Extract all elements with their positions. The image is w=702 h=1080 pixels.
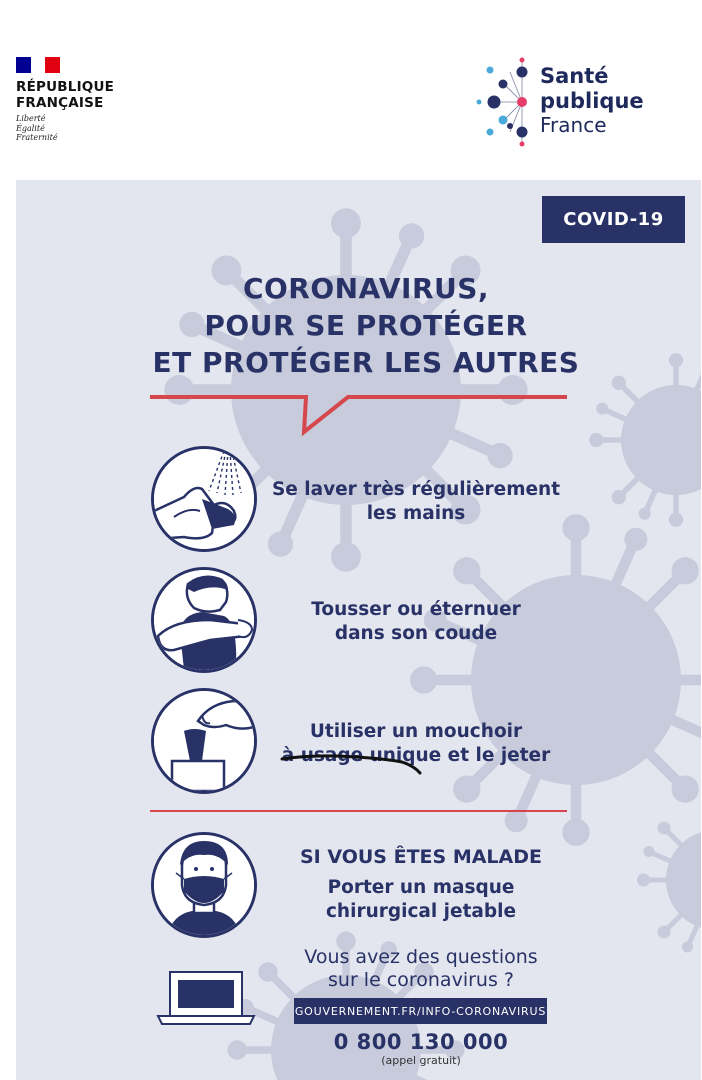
republique-line2: FRANÇAISE xyxy=(16,95,104,111)
covid-badge: COVID-19 xyxy=(542,196,685,243)
sante-line1: Santé xyxy=(540,64,609,88)
title-line2: POUR SE PROTÉGER xyxy=(204,309,528,342)
page-header xyxy=(0,0,702,180)
phone-note: (appel gratuit) xyxy=(381,1054,461,1067)
elbow-sneeze-icon xyxy=(151,567,257,673)
questions-text xyxy=(266,946,576,992)
sante-line3: France xyxy=(540,113,607,137)
hand-washing-icon xyxy=(151,446,257,552)
gesture-wash-line2: les mains xyxy=(366,503,466,524)
malade-text xyxy=(276,876,566,924)
motto-liberte: Liberté xyxy=(16,114,46,123)
sante-line2: publique xyxy=(540,89,644,113)
gesture-elbow-text xyxy=(261,598,571,646)
republique-line1: RÉPUBLIQUE xyxy=(16,79,115,95)
title-line3: ET PROTÉGER LES AUTRES xyxy=(152,346,580,379)
french-flag-icon xyxy=(16,57,60,73)
phone-number[interactable]: 0 800 130 000 xyxy=(333,1030,509,1054)
questions-line2: sur le coronavirus ? xyxy=(328,969,514,991)
covid-poster xyxy=(16,180,701,1080)
gesture-tissue-line1: Utiliser un mouchoir xyxy=(309,721,523,742)
gesture-elbow-line1: Tousser ou éternuer xyxy=(311,599,521,620)
gesture-tissue-text xyxy=(261,720,571,768)
title-line1: CORONAVIRUS, xyxy=(242,272,490,305)
sante-publique-france-logo xyxy=(472,52,652,152)
laptop-icon xyxy=(156,970,256,1026)
republique-title xyxy=(16,79,114,111)
molecule-icon xyxy=(472,52,542,152)
republique-motto xyxy=(16,114,114,143)
malade-line1: Porter un masque xyxy=(327,877,515,898)
gesture-wash-text xyxy=(261,478,571,526)
poster-title xyxy=(116,270,616,381)
republique-francaise-logo xyxy=(16,57,114,143)
motto-egalite: Égalité xyxy=(16,123,45,133)
malade-title: SI VOUS ÊTES MALADE xyxy=(299,846,542,868)
masked-person-icon xyxy=(151,832,257,938)
section-divider xyxy=(150,810,567,812)
info-url-link[interactable]: GOUVERNEMENT.FR/INFO-CORONAVIRUS xyxy=(294,998,547,1024)
tissue-box-icon xyxy=(151,688,257,794)
questions-line1: Vous avez des questions xyxy=(304,946,538,968)
motto-fraternite: Fraternité xyxy=(16,133,58,142)
gesture-wash-line1: Se laver très régulièrement xyxy=(271,479,561,500)
gesture-elbow-line2: dans son coude xyxy=(334,623,498,644)
gesture-tissue-line2: à usage unique et le jeter xyxy=(281,745,551,766)
malade-line2: chirurgical jetable xyxy=(325,901,517,922)
